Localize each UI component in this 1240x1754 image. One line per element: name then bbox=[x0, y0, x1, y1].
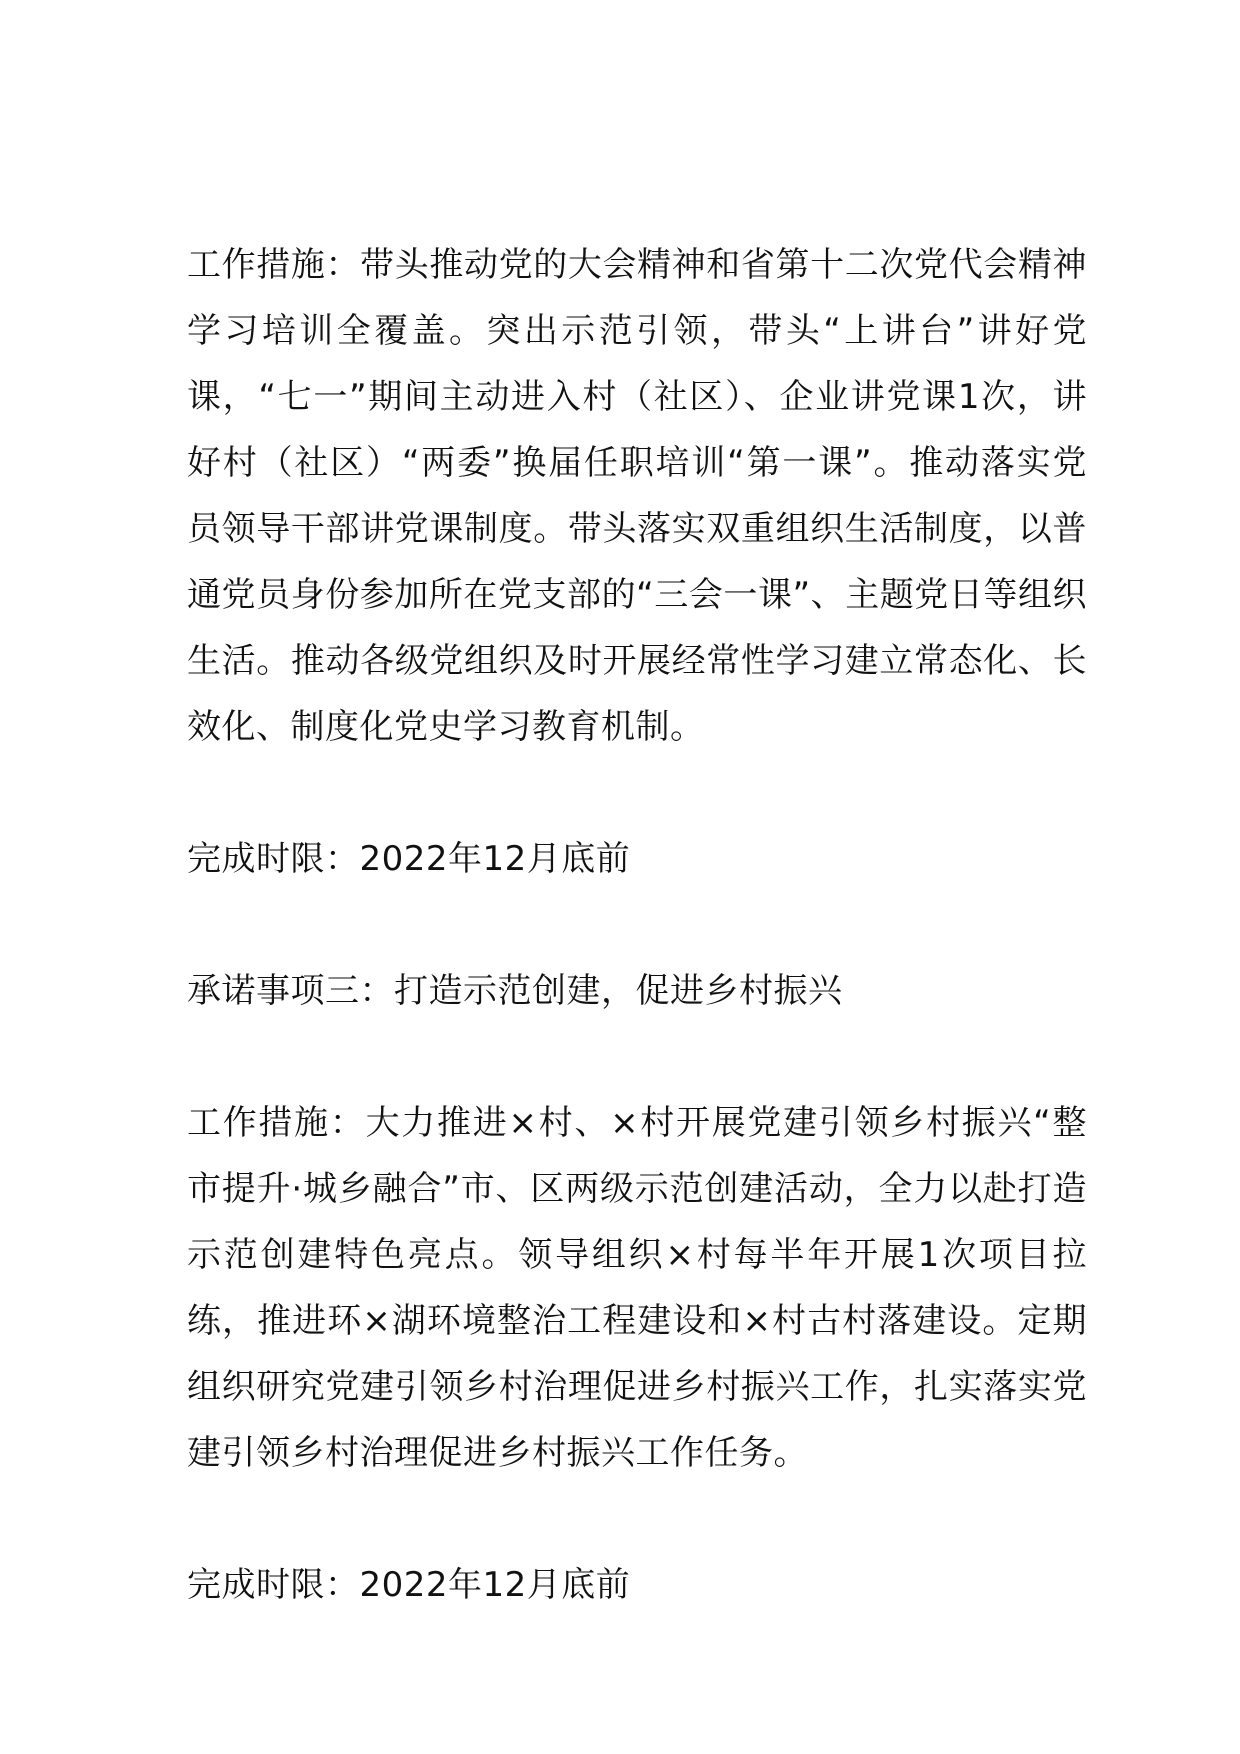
work-measures-paragraph-2: 工作措施：大力推进×村、×村开展党建引领乡村振兴“整市提升·城乡融合”市、区两级示范创建活动，全力以赴打造示范创建特色亮点。领导组织×村每半年开展1次项目拉练，推进环×湖环境整治工程建设和×村古村落建设。定期组织研究党建引领乡村治理促进乡村振兴工作，扎实落实党建引领乡村治理促进乡村振兴工作任务。 bbox=[187, 1103, 1087, 1473]
work-measures-paragraph-1: 工作措施：带头推动党的大会精神和省第十二次党代会精神学习培训全覆盖。突出示范引领，带头“上讲台”讲好党课，“七一”期间主动进入村（社区）、企业讲党课1次，讲好村（社区）“两委”换届任职培训“第一课”。推动落实党员领导干部讲党课制度。带头落实双重组织生活制度，以普通党员身份参加所在党支部的“三会一课”、主题党日等组织生活。推动各级党组织及时开展经常性学习建立常态化、长效化、制度化党史学习教育机制。 bbox=[187, 245, 1087, 747]
commitment-item-three-heading: 承诺事项三：打造示范创建，促进乡村振兴 bbox=[187, 971, 843, 1011]
deadline-paragraph-2: 完成时限：2022年12月底前 bbox=[187, 1565, 631, 1605]
document-body bbox=[187, 232, 1087, 1618]
deadline-paragraph-1: 完成时限：2022年12月底前 bbox=[187, 839, 631, 879]
